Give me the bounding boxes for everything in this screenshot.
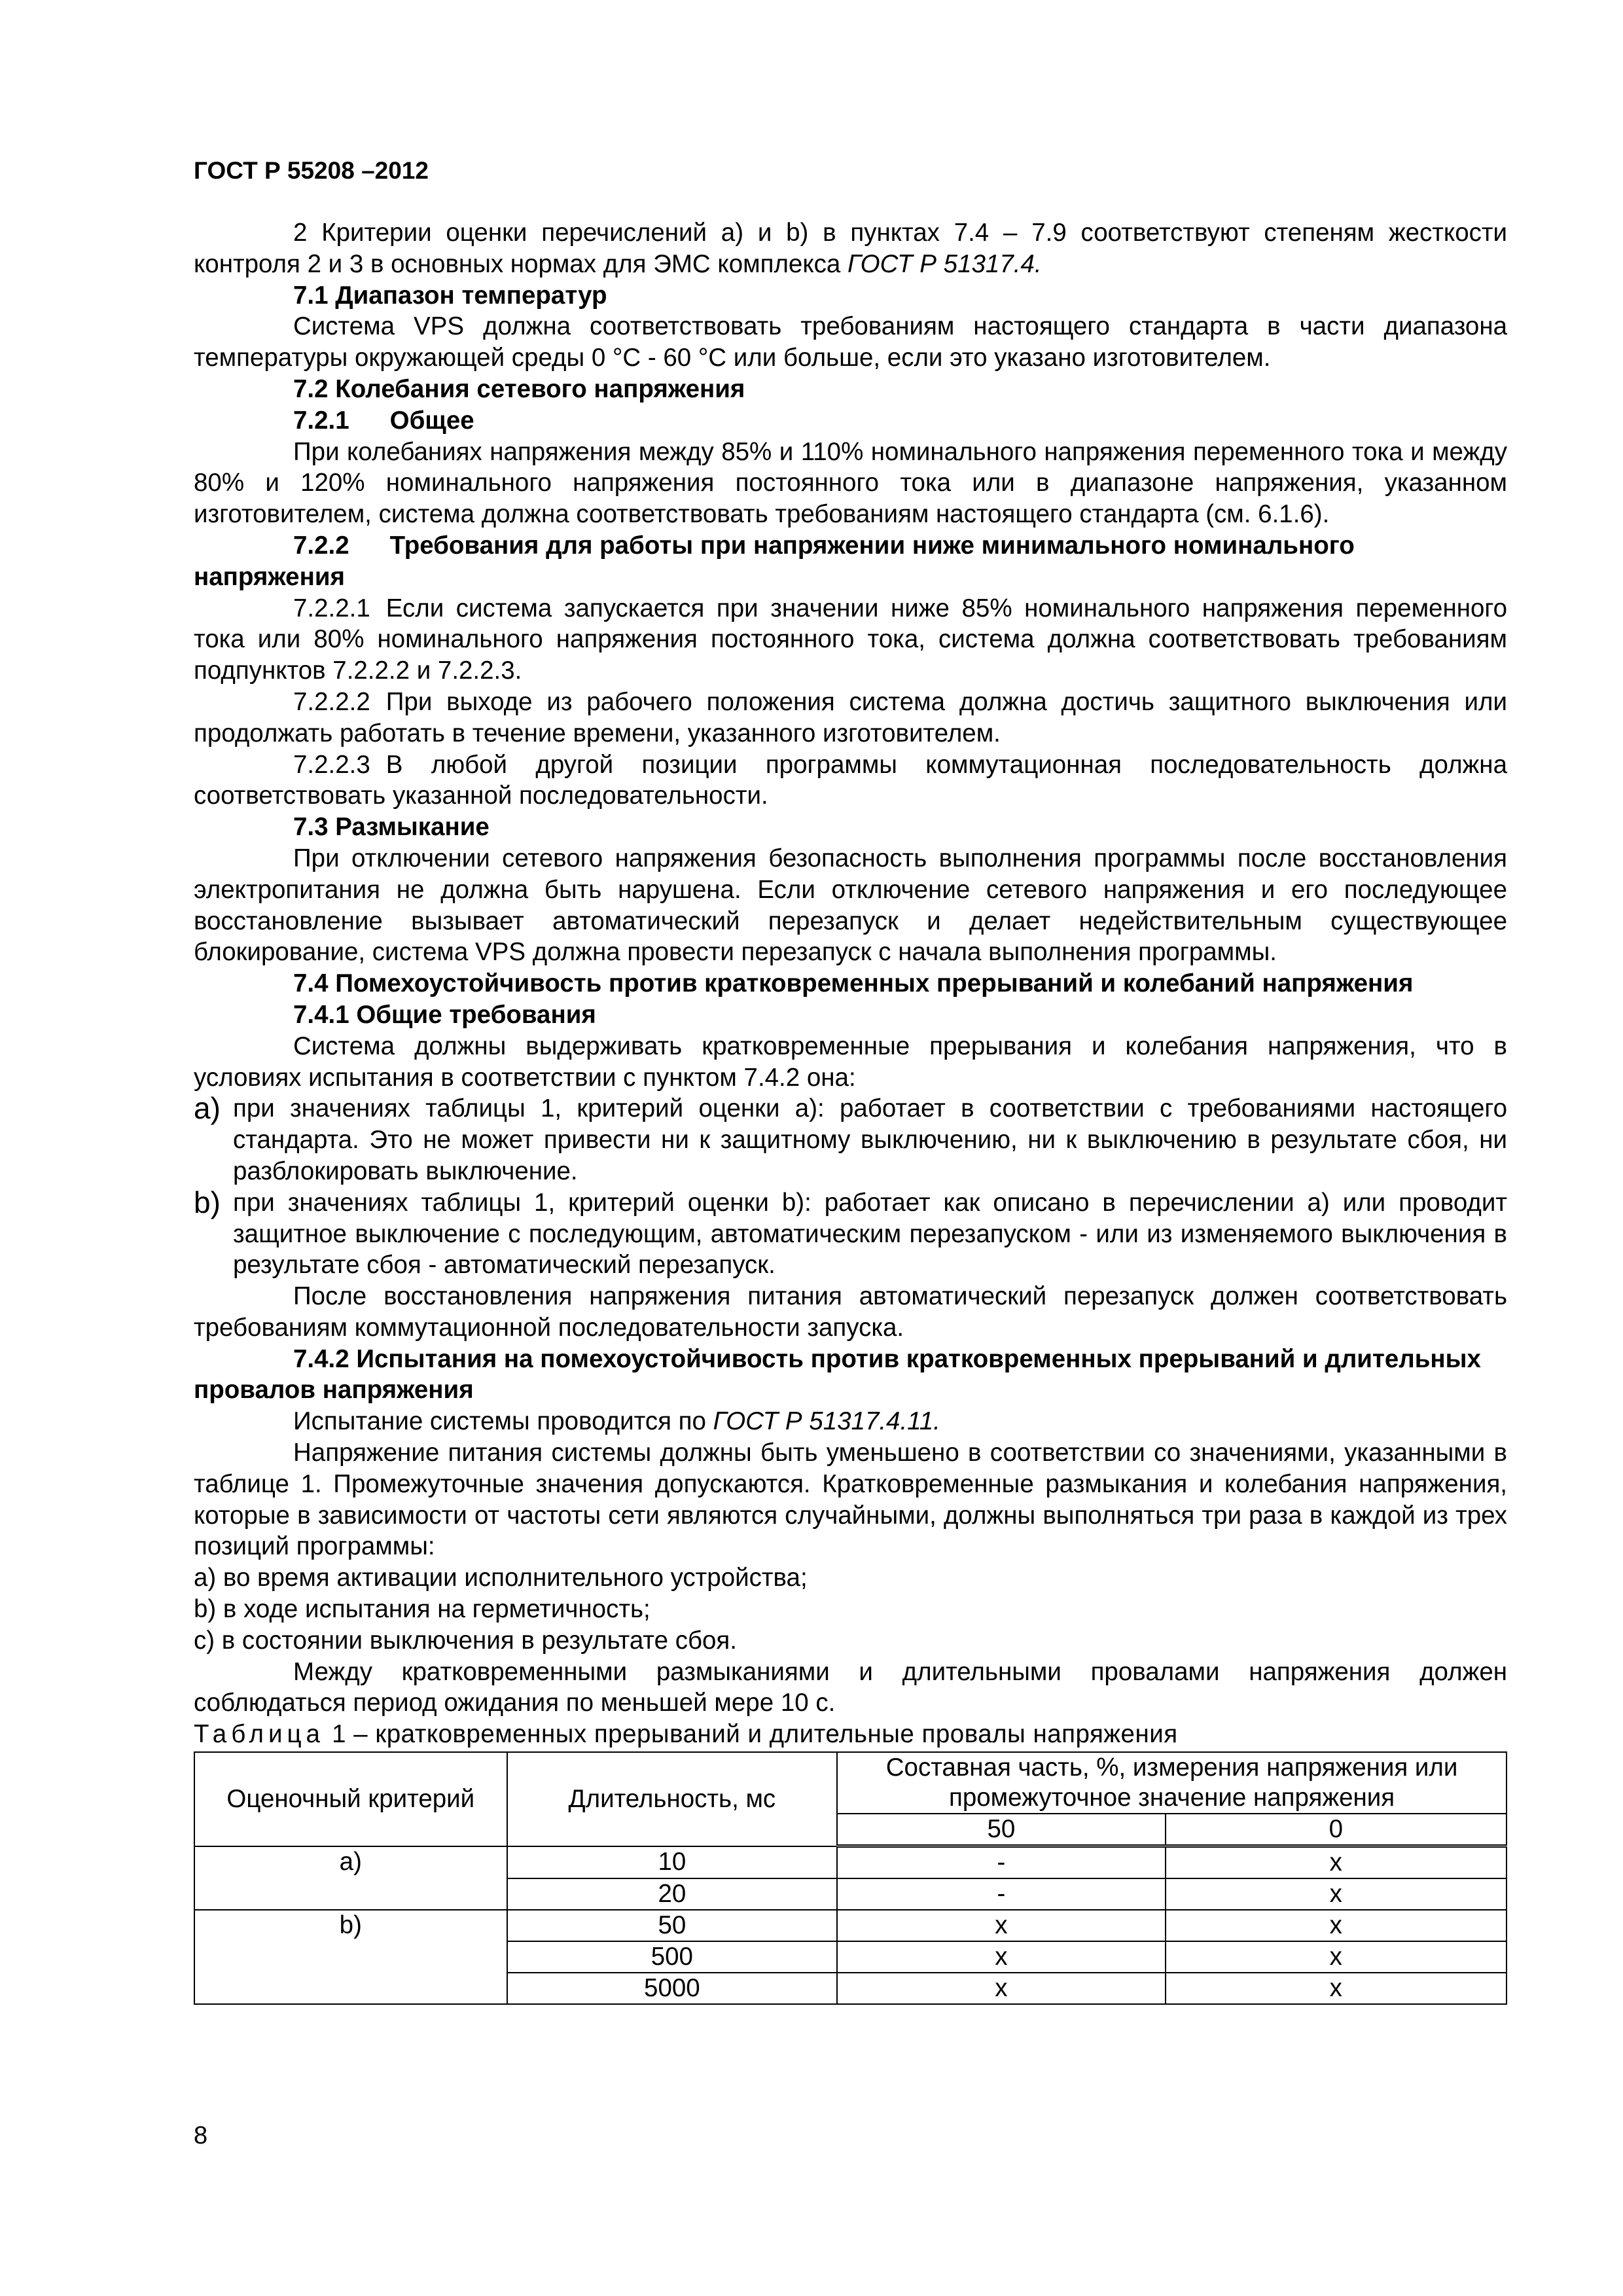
table-cell: x xyxy=(1166,1878,1507,1910)
paragraph-7-1: Система VPS должна соответствовать требованиям настоящего стандарта в части диапазона температуры окружающей среды 0 °C - 60 °C или больше, если это указано изготовителем. xyxy=(194,312,1507,372)
note-2-reference: ГОСТ Р 51317.4. xyxy=(847,249,1042,278)
document-header: ГОСТ Р 55208 –2012 xyxy=(194,157,429,184)
list-item xyxy=(194,1187,1507,1281)
table-header-criterion: Оценочный критерий xyxy=(194,1752,507,1846)
table-header-voltage: Составная часть, %, измерения напряжения или промежуточное значение напряжения xyxy=(837,1752,1507,1814)
table-row xyxy=(194,1846,1507,1879)
table-1 xyxy=(194,1751,1507,2005)
heading-7-2-1: 7.2.1 Общее xyxy=(293,406,474,435)
table-cell: b) xyxy=(194,1910,507,2004)
note-2: 2 Критерии оценки перечислений a) и b) в пунктах 7.4 – 7.9 соответствуют степеням жесткости контроля 2 и 3 в основных нормах для ЭМС комплекса ГОСТ Р 51317.4. xyxy=(194,219,1507,278)
paragraph-7-4-1-restart: После восстановления напряжения питания автоматический перезапуск должен соответствовать требованиям коммутационной последовательности запуска. xyxy=(194,1282,1507,1342)
table-cell: x xyxy=(1166,1910,1507,1941)
table-cell: x xyxy=(837,1973,1165,2004)
table-caption: Таблица 1 – кратковременных прерываний и длительные провалы напряжения xyxy=(194,1720,1178,1749)
list-item xyxy=(194,1093,1507,1187)
heading-7-4-1: 7.4.1 Общие требования xyxy=(293,1000,596,1029)
paragraph-7-2-1: При колебаниях напряжения между 85% и 110% номинального напряжения переменного тока и между 80% и 120% номинального напряжения постоянного тока или в диапазоне напряжения, указанном изготовителем, система должна соответствовать требованиям настоящего стандарта (см. 6.1.6). xyxy=(194,437,1507,529)
table-cell: 10 xyxy=(507,1846,838,1879)
page-number: 8 xyxy=(194,2122,208,2149)
heading-7-4: 7.4 Помехоустойчивость против кратковременных прерываний и колебаний напряжения xyxy=(293,969,1414,998)
table-cell: x xyxy=(1166,1941,1507,1973)
heading-7-2-2: 7.2.2 Требования для работы при напряжении ниже минимального номинального напряжения xyxy=(194,531,1355,591)
program-position: a) во время активации исполнительного устройства; xyxy=(194,1564,808,1592)
heading-7-2: 7.2 Колебания сетевого напряжения xyxy=(293,374,745,403)
table-subheader-50: 50 xyxy=(837,1814,1165,1846)
table-cell: a) xyxy=(194,1846,507,1910)
paragraph-7-2-2-3: 7.2.2.3 В любой другой позиции программы коммутационная последовательность должна соответствовать указанной последовательности. xyxy=(194,750,1507,810)
heading-7-3: 7.3 Размыкание xyxy=(293,813,490,842)
program-position: c) в состоянии выключения в результате сбоя. xyxy=(194,1626,737,1655)
table-cell: 20 xyxy=(507,1878,838,1910)
table-cell: x xyxy=(1166,1846,1507,1879)
table-header-duration: Длительность, мс xyxy=(507,1752,838,1846)
program-position: b) в ходе испытания на герметичность; xyxy=(194,1595,651,1624)
paragraph-waiting-period: Между кратковременными размыканиями и длительными провалами напряжения должен соблюдаться период ожидания по меньшей мере 10 с. xyxy=(194,1657,1507,1717)
table-row xyxy=(194,1910,1507,1941)
paragraph-7-2-2-1: 7.2.2.1 Если система запускается при значении ниже 85% номинального напряжения переменного тока или 80% номинального напряжения постоянного тока, система должна соответствовать требованиям подпунктов 7.2.2.2 и 7.2.2.3. xyxy=(194,594,1507,685)
table-subheader-0: 0 xyxy=(1166,1814,1507,1846)
table-cell: x xyxy=(837,1910,1165,1941)
table-cell: x xyxy=(1166,1973,1507,2004)
paragraph-7-2-2-2: 7.2.2.2 При выходе из рабочего положения система должна достичь защитного выключения или продолжать работать в течение времени, указанного изготовителем. xyxy=(194,687,1507,747)
heading-7-1: 7.1 Диапазон температур xyxy=(293,281,607,310)
paragraph-7-4-1: Система должны выдерживать кратковременные прерывания и колебания напряжения, что в условиях испытания в соответствии с пунктом 7.4.2 она: xyxy=(194,1031,1507,1092)
table-cell: 500 xyxy=(507,1941,838,1973)
list-item-text: при значениях таблицы 1, критерий оценки b): работает как описано в перечислении a) или проводит защитное выключение с последующим, автоматическим перезапуском - или из изменяемого выключения в результате сбоя - автоматический перезапуск. xyxy=(233,1188,1507,1280)
table-cell: 5000 xyxy=(507,1973,838,2004)
table-cell: x xyxy=(837,1941,1165,1973)
heading-7-4-2: 7.4.2 Испытания на помехоустойчивость против кратковременных прерываний и длительных провалов напряжения xyxy=(194,1344,1481,1405)
table-cell: - xyxy=(837,1846,1165,1879)
table-cell: 50 xyxy=(507,1910,838,1941)
list-item-text: при значениях таблицы 1, критерий оценки a): работает в соответствии с требованиями настоящего стандарта. Это не может привести ни к защитному выключению, ни к выключению в результате сбоя, ни разблокировать выключение. xyxy=(233,1094,1507,1185)
list-marker: a) xyxy=(194,1091,221,1126)
test-standard-reference: ГОСТ Р 51317.4.11. xyxy=(713,1407,940,1436)
table-cell: - xyxy=(837,1878,1165,1910)
paragraph-7-4-2-test: Испытание системы проводится по ГОСТ Р 51317.4.11. xyxy=(293,1407,940,1436)
paragraph-7-3: При отключении сетевого напряжения безопасность выполнения программы после восстановления электропитания не должна быть нарушена. Если отключение сетевого напряжения и его последующее восстановление вызывает автоматический перезапуск и делает недействительным существующее блокирование, система VPS должна провести перезапуск с начала выполнения программы. xyxy=(194,844,1507,967)
paragraph-7-4-2-voltage: Напряжение питания системы должны быть уменьшено в соответствии со значениями, указанными в таблице 1. Промежуточные значения допускаются. Кратковременные размыкания и колебания напряжения, которые в зависимости от частоты сети являются случайными, должны выполняться три раза в каждой из трех позиций программы: xyxy=(194,1439,1507,1561)
document-body xyxy=(194,217,1507,2005)
list-marker: b) xyxy=(194,1185,221,1219)
